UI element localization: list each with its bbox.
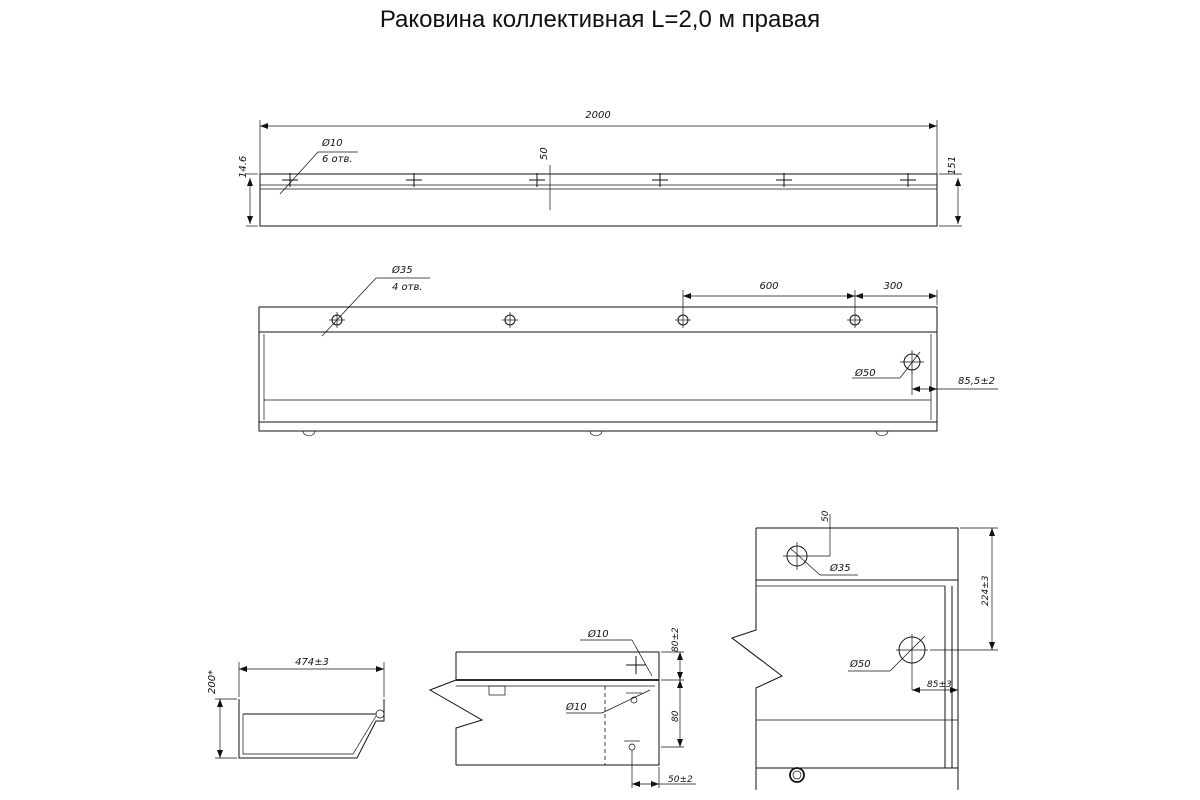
section-view [207,657,384,758]
drawing-title: Раковина коллективная L=2,0 м правая [379,6,821,33]
dim-300: 300 [883,281,903,292]
top-view [238,110,962,226]
label-hole-dia-10: Ø10 [322,138,343,149]
dim-side-80: 80 [671,710,681,722]
label-end-hole-35: Ø35 [830,563,851,574]
side-holes [624,656,646,750]
side-detail [430,627,696,788]
dim-offset-50: 50 [539,147,550,160]
dim-drain-offset: 85,5±2 [958,376,996,387]
dim-height: 200* [207,669,218,694]
label-side-hole-bottom: Ø10 [566,702,587,713]
dim-end-50: 50 [821,510,831,522]
end-detail [732,510,998,790]
label-hole-count-6: 6 отв. [322,154,353,165]
dim-side-80-2: 80±2 [671,627,681,652]
dim-depth: 474±3 [295,657,329,668]
dim-600: 600 [759,281,779,292]
dim-end-85: 85±3 [927,680,952,690]
dim-right-height: 151 [947,155,958,175]
label-side-hole-top: Ø10 [588,629,609,640]
dim-length-2000: 2000 [585,110,611,121]
label-drain-dia-50: Ø50 [855,368,876,379]
label-end-drain-50: Ø50 [850,659,871,670]
label-hole-dia-35: Ø35 [392,265,413,276]
dim-side-50-2: 50±2 [668,775,693,785]
dim-end-224: 224±3 [981,575,991,606]
front-holes [329,312,863,328]
label-hole-count-4: 4 отв. [392,282,423,293]
dim-left-height: 14.6 [238,155,249,178]
front-view [259,264,998,436]
